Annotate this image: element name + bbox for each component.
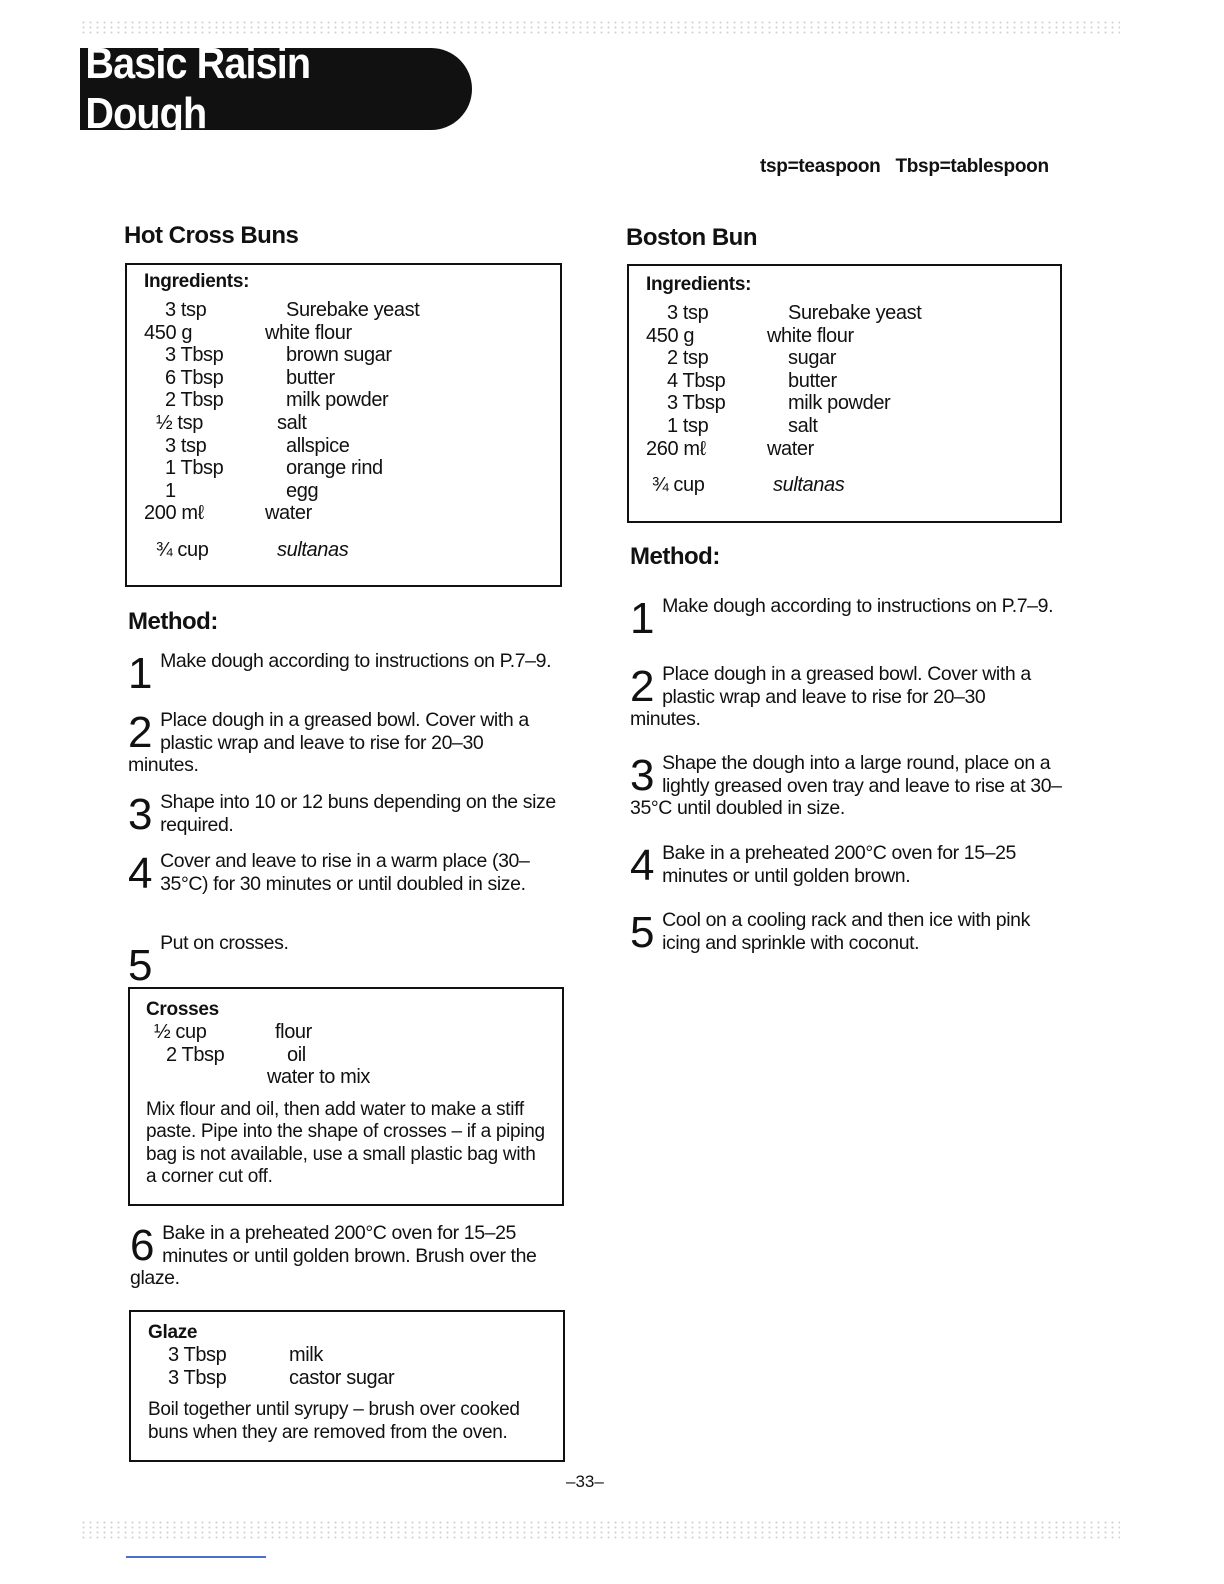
ingredient-row: 1 egg <box>165 479 319 502</box>
step-text: Shape into 10 or 12 buns depending on the size required. <box>160 791 556 836</box>
step-5 <box>128 932 568 990</box>
glaze-row: 3 Tbsp castor sugar <box>168 1366 395 1389</box>
ingredient-row: 3 tsp Surebake yeast <box>667 302 922 324</box>
ingredient-row: 1 Tbsp orange rind <box>165 457 383 480</box>
crosses-instructions: Mix flour and oil, then add water to make a stiff paste. Pipe into the shape of crosses – if a piping bag is not available, use a small plastic bag with a corner cut off. <box>146 1098 545 1188</box>
step-4 <box>128 849 553 898</box>
ingredient-row: ¾ cup sultanas <box>652 474 845 497</box>
step-text: Place dough in a greased bowl. Cover with a plastic wrap and leave to rise for 20–30 minutes. <box>128 709 529 776</box>
step-text: Place dough in a greased bowl. Cover with a plastic wrap and leave to rise for 20–30 minutes. <box>630 663 1031 730</box>
step-number: 6 <box>130 1221 155 1270</box>
ingredient-row: 260 mℓ water <box>646 437 814 460</box>
ingredient-row: 4 Tbsp butter <box>667 369 837 392</box>
step-number: 3 <box>128 790 153 839</box>
ingredient-row: 2 Tbsp milk powder <box>165 389 389 412</box>
ingredient-row: 3 tsp allspice <box>165 434 350 457</box>
step-text: Shape the dough into a large round, place on a lightly greased oven tray and leave to rise at 30–35°C until doubled in size. <box>630 752 1062 819</box>
step-text: Put on crosses. <box>160 932 289 954</box>
step-text: Cool on a cooling rack and then ice with pink icing and sprinkle with coconut. <box>662 909 1030 954</box>
ingredients-box-hot-cross-buns <box>125 263 562 587</box>
step-text: Make dough according to instructions on P.7–9. <box>662 595 1054 617</box>
step-5 <box>630 908 1060 957</box>
step-text: Bake in a preheated 200°C oven for 15–25 minutes or until golden brown. Brush over the glaze. <box>130 1222 537 1289</box>
step-text: Make dough according to instructions on P.7–9. <box>160 650 552 672</box>
page-title: Basic Raisin Dough <box>85 39 311 138</box>
ingredient-row: 3 Tbsp brown sugar <box>165 344 392 367</box>
method-heading-boston-bun: Method: <box>630 543 720 570</box>
glaze-heading: Glaze <box>148 1322 198 1343</box>
title-banner <box>80 39 472 138</box>
ingredient-row: ½ tsp salt <box>156 411 307 434</box>
step-text: Bake in a preheated 200°C oven for 15–25 minutes or until golden brown. <box>662 842 1016 887</box>
ingredients-heading: Ingredients: <box>144 271 250 292</box>
ingredient-row: 3 tsp Surebake yeast <box>165 299 420 321</box>
abbrev-tbsp: Tbsp=tablespoon <box>895 156 1049 177</box>
step-number: 2 <box>630 662 655 711</box>
page-number: –33– <box>566 1472 604 1491</box>
glaze-instructions: Boil together until syrupy – brush over cooked buns when they are removed from the oven. <box>148 1399 520 1443</box>
abbreviation-legend <box>760 156 1059 178</box>
abbrev-tsp: tsp=teaspoon <box>760 156 881 177</box>
step-1 <box>630 594 1070 643</box>
step-3 <box>630 752 1066 820</box>
method-heading-hot-cross-buns: Method: <box>128 608 218 635</box>
crosses-row: water to mix <box>267 1066 371 1089</box>
step-6 <box>130 1222 562 1290</box>
step-number: 4 <box>128 849 153 898</box>
step-number: 3 <box>630 751 655 800</box>
recipe-title-hot-cross-buns: Hot Cross Buns <box>124 222 299 249</box>
step-number: 1 <box>128 649 153 698</box>
ingredient-row: ¾ cup sultanas <box>156 538 349 561</box>
glaze-row: 3 Tbsp milk <box>168 1344 323 1366</box>
ingredient-row: 200 mℓ water <box>144 502 312 525</box>
step-number: 5 <box>128 941 153 990</box>
ingredients-heading: Ingredients: <box>646 274 752 295</box>
crosses-row: 2 Tbsp oil <box>166 1043 306 1066</box>
step-3 <box>128 790 568 839</box>
step-number: 2 <box>128 708 153 757</box>
step-number: 4 <box>630 841 655 890</box>
ingredient-row: 450 g white flour <box>646 324 854 347</box>
step-text: Cover and leave to rise in a warm place (30–35°C) for 30 minutes or until doubled in size. <box>160 850 530 895</box>
recipe-title-boston-bun: Boston Bun <box>626 224 757 251</box>
footer-rule <box>126 1556 266 1558</box>
ingredient-row: 3 Tbsp milk powder <box>667 392 891 415</box>
ingredient-row: 2 tsp sugar <box>667 347 837 370</box>
top-scan-noise <box>80 20 1120 34</box>
ingredient-row: 450 g white flour <box>144 321 352 344</box>
ingredient-row: 6 Tbsp butter <box>165 366 335 389</box>
ingredient-row: 1 tsp salt <box>667 414 818 437</box>
step-number: 1 <box>630 594 655 643</box>
step-4 <box>630 841 1050 890</box>
step-number: 5 <box>630 908 655 957</box>
step-2 <box>128 709 556 777</box>
crosses-heading: Crosses <box>146 999 219 1020</box>
step-1 <box>128 649 568 698</box>
glaze-box <box>129 1310 565 1462</box>
step-2 <box>630 663 1058 731</box>
bottom-scan-noise <box>80 1520 1120 1540</box>
crosses-box <box>128 987 564 1206</box>
crosses-row: ½ cup flour <box>154 1021 312 1043</box>
ingredients-box-boston-bun <box>627 264 1062 523</box>
